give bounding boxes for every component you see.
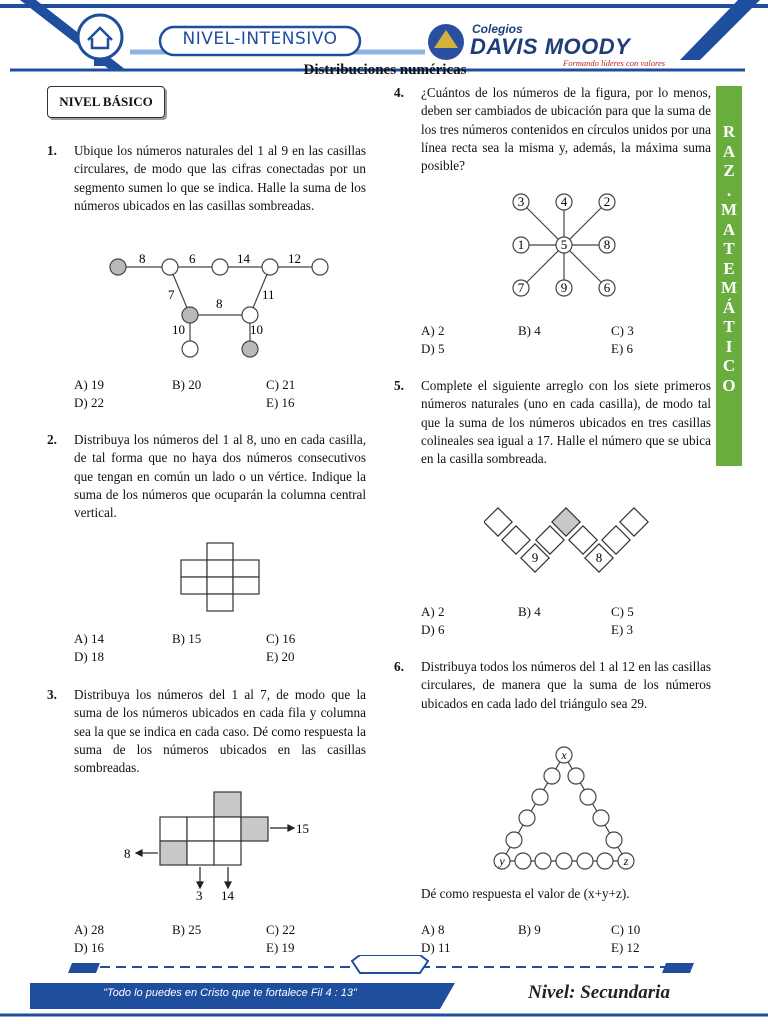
q1-label: 8 — [139, 251, 146, 266]
q1-node — [182, 307, 198, 323]
q1-node — [262, 259, 278, 275]
q3-options — [74, 921, 366, 957]
q5-options — [421, 603, 711, 639]
q6-triangle-figure — [488, 744, 638, 874]
q2-options — [74, 630, 366, 666]
side-letter: A — [722, 219, 736, 239]
option-d[interactable]: D) 18 — [74, 649, 104, 664]
option-e[interactable]: E) 19 — [266, 940, 295, 955]
footer-quote: "Todo lo puedes en Cristo que te fortalece Fil 4 : 13" — [103, 987, 357, 999]
q1-node — [242, 341, 258, 357]
question-text: Distribuya los números del 1 al 8, uno en cada casilla, de tal forma que no haya dos números consecutivos que tengan en común un lado o un vértice. Indique la suma de los números que ocuparán la columna central vertical. — [74, 432, 366, 521]
q3-label: 14 — [221, 888, 234, 903]
option-c[interactable]: C) 22 — [266, 922, 296, 937]
q2-grid-figure — [180, 540, 260, 612]
side-letter: R — [722, 122, 736, 141]
side-subject-bar — [716, 86, 742, 466]
q1-node — [182, 341, 198, 357]
q1-options — [74, 376, 366, 412]
q1-label: 12 — [288, 251, 301, 266]
question-text: ¿Cuántos de los números de la figura, por lo menos, deben ser cambiados de ubicación para que la suma de los tres números contenidos en círculos unidos por una línea recta sea la misma y, además, la máxima suma posible? — [421, 85, 711, 174]
q1-label: 8 — [216, 296, 223, 311]
q1-node — [212, 259, 228, 275]
side-letter: M — [720, 278, 738, 297]
question-text: Distribuya todos los números del 1 al 12 en las casillas circulares, de manera que la suma de los números ubicados en cada lado del triángulo sea 29. — [421, 659, 711, 711]
q5-label: 9 — [531, 550, 539, 565]
option-b[interactable]: B) 4 — [518, 323, 541, 338]
option-d[interactable]: D) 22 — [74, 395, 104, 410]
brand-slogan: Formando líderes con valores — [563, 58, 666, 68]
q4-star-figure — [505, 186, 625, 306]
q4-options — [421, 322, 711, 358]
q6-label-x: x — [561, 748, 567, 762]
footer-level: Nivel: Secundaria — [528, 982, 670, 1003]
option-d[interactable]: D) 5 — [421, 341, 445, 356]
question-4 — [394, 84, 711, 175]
level-badge: NIVEL BÁSICO — [47, 86, 165, 118]
option-a[interactable]: A) 2 — [421, 604, 445, 619]
q4-label: 5 — [560, 237, 568, 252]
option-c[interactable]: C) 10 — [611, 922, 641, 937]
question-number: 2. — [47, 432, 57, 447]
question-number: 4. — [394, 85, 404, 100]
q3-label: 15 — [296, 821, 309, 836]
option-b[interactable]: B) 20 — [172, 377, 202, 392]
option-e[interactable]: E) 20 — [266, 649, 295, 664]
option-b[interactable]: B) 9 — [518, 922, 541, 937]
question-6 — [394, 658, 711, 713]
side-letter: T — [723, 317, 735, 336]
q6-options — [421, 921, 711, 957]
option-c[interactable]: C) 21 — [266, 377, 296, 392]
question-text: Distribuya los números del 1 al 7, de modo que la suma de los números ubicados en cada fila y columna sea la que se indica en cada caso. Dé como respuesta la suma de los números ubicados en las casillas sombreadas. — [74, 687, 366, 776]
option-e[interactable]: E) 12 — [611, 940, 640, 955]
option-a[interactable]: A) 19 — [74, 377, 104, 392]
side-letter: I — [725, 336, 733, 356]
side-letter: T — [723, 239, 735, 258]
question-number: 1. — [47, 143, 57, 158]
option-b[interactable]: B) 25 — [172, 922, 202, 937]
question-number: 5. — [394, 378, 404, 393]
option-d[interactable]: D) 11 — [421, 940, 451, 955]
question-text: Complete el siguiente arreglo con los siete primeros números naturales (uno en cada casilla), de modo tal que la suma de los números ubicados en tres casillas colineales sea igual a 17. Halle el número que se ubica en la casilla sombreada. — [421, 378, 711, 467]
option-a[interactable]: A) 28 — [74, 922, 104, 937]
side-letter: A — [722, 141, 736, 161]
option-e[interactable]: E) 3 — [611, 622, 634, 637]
q1-label: 7 — [168, 287, 175, 302]
side-letter: E — [723, 258, 735, 278]
q5-label: 8 — [595, 550, 603, 565]
q4-label: 2 — [603, 194, 611, 209]
question-5 — [394, 377, 711, 468]
q6-label-z: z — [623, 854, 629, 868]
q4-label: 4 — [560, 194, 568, 209]
q1-node — [242, 307, 258, 323]
option-b[interactable]: B) 4 — [518, 604, 541, 619]
option-d[interactable]: D) 16 — [74, 940, 104, 955]
option-c[interactable]: C) 5 — [611, 604, 634, 619]
q4-label: 1 — [517, 237, 525, 252]
q1-label: 10 — [172, 322, 185, 337]
option-a[interactable]: A) 8 — [421, 922, 445, 937]
option-e[interactable]: E) 16 — [266, 395, 295, 410]
brand-name: DAVIS MOODY — [470, 34, 631, 59]
q4-label: 3 — [517, 194, 525, 209]
side-letter: . — [726, 180, 732, 200]
q5-zigzag-figure — [484, 504, 654, 578]
side-letter: C — [722, 356, 736, 375]
question-1 — [47, 142, 366, 215]
page-title: Distribuciones numéricas — [303, 62, 467, 78]
question-number: 3. — [47, 687, 57, 702]
question-3 — [47, 686, 366, 777]
option-a[interactable]: A) 2 — [421, 323, 445, 338]
q1-label: 10 — [250, 322, 263, 337]
q1-figure — [100, 245, 340, 365]
q1-label: 14 — [237, 251, 250, 266]
q1-node — [162, 259, 178, 275]
q4-label: 7 — [517, 280, 525, 295]
q6-prompt: Dé como respuesta el valor de (x+y+z). — [421, 886, 630, 901]
q1-node — [312, 259, 328, 275]
q1-node — [110, 259, 126, 275]
question-text: Ubique los números naturales del 1 al 9 en las casillas circulares, de modo que las cifras conectadas por un segmento sumen lo que se indica. Halle la suma de los números ubicados en las casillas sombreadas. — [74, 143, 366, 213]
option-c[interactable]: C) 16 — [266, 631, 296, 646]
q1-label: 11 — [262, 287, 275, 302]
option-a[interactable]: A) 14 — [74, 631, 104, 646]
q6-label-y: y — [499, 854, 505, 868]
option-e[interactable]: E) 6 — [611, 341, 634, 356]
q3-label: 3 — [196, 888, 203, 903]
side-letter: Á — [722, 297, 736, 317]
q3-label: 8 — [124, 846, 131, 861]
q4-label: 9 — [560, 280, 568, 295]
question-2 — [47, 431, 366, 522]
q4-label: 8 — [603, 237, 611, 252]
banner-label: NIVEL-INTENSIVO — [182, 29, 338, 49]
q1-label: 6 — [189, 251, 196, 266]
q3-grid-figure — [120, 790, 320, 905]
brand-small: Colegios — [472, 22, 523, 36]
option-c[interactable]: C) 3 — [611, 323, 634, 338]
option-b[interactable]: B) 15 — [172, 631, 202, 646]
q4-label: 6 — [603, 280, 611, 295]
side-letter: O — [722, 375, 736, 395]
question-number: 6. — [394, 659, 404, 674]
side-letter: M — [720, 200, 738, 219]
option-d[interactable]: D) 6 — [421, 622, 445, 637]
side-letter: Z — [723, 161, 735, 180]
house-bulb-icon — [78, 15, 122, 59]
